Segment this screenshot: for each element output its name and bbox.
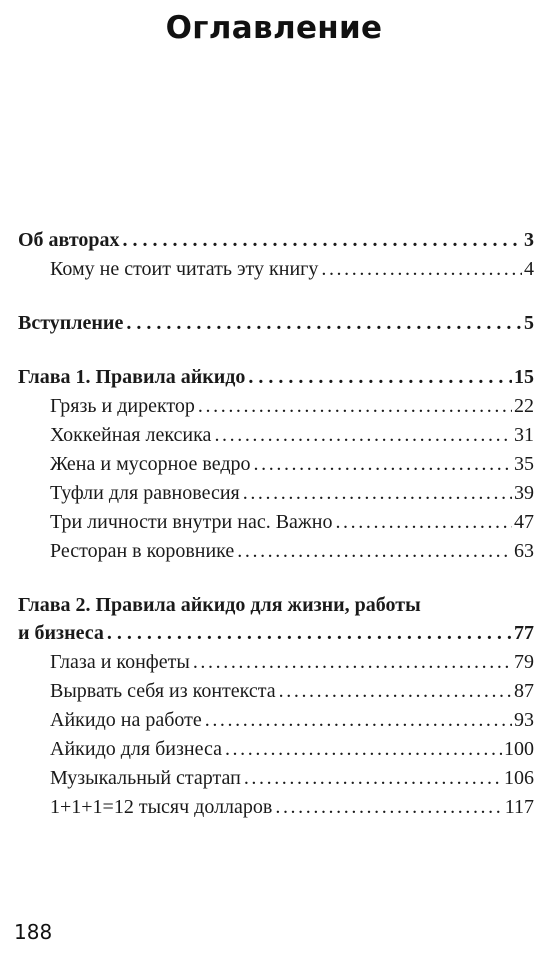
- toc-entry-chapter-2-title-line1: Глава 2. Правила айкидо для жизни, работы: [18, 594, 421, 616]
- leader-dots: [193, 648, 512, 677]
- toc-entry: [18, 450, 534, 479]
- toc-entry-title: Грязь и директор: [50, 395, 195, 417]
- leader-dots: [335, 508, 512, 537]
- toc-entry-page: 79: [514, 651, 534, 673]
- toc-entry-page: 93: [514, 709, 534, 731]
- toc-entry-title: Жена и мусорное ведро: [50, 453, 251, 475]
- toc-entry-page: 117: [504, 796, 534, 818]
- toc-entry-title: Глаза и конфеты: [50, 651, 190, 673]
- leader-dots: [198, 392, 512, 421]
- toc-entry-page: 22: [514, 395, 534, 417]
- leader-dots: [275, 793, 502, 822]
- toc-entry-title: Айкидо на работе: [50, 709, 202, 731]
- toc-entry-who-not: [18, 255, 534, 284]
- toc-entry-page: 3: [524, 229, 534, 251]
- toc-entry: [18, 793, 534, 822]
- leader-dots: [243, 479, 512, 508]
- toc-entry: [18, 677, 534, 706]
- leader-dots: [126, 309, 522, 338]
- toc-entry-page: 106: [504, 767, 534, 789]
- leader-dots: [254, 450, 512, 479]
- toc-entry-title: 1+1+1=12 тысяч долларов: [50, 796, 273, 818]
- toc-entry-intro: [18, 309, 534, 338]
- toc-entry: [18, 764, 534, 793]
- toc-entry-chapter-2: [18, 619, 534, 648]
- toc-entry: [18, 508, 534, 537]
- toc-entry-title: Айкидо для бизнеса: [50, 738, 222, 760]
- toc-entry-chapter-1: [18, 363, 534, 392]
- toc-entry: [18, 706, 534, 735]
- toc-entry-page: 5: [524, 312, 534, 334]
- leader-dots: [279, 677, 512, 706]
- toc-entry-title: Вырвать себя из контекста: [50, 680, 276, 702]
- toc-entry-page: 31: [514, 424, 534, 446]
- toc-entry-page: 100: [504, 738, 534, 760]
- toc-entry-title: Три личности внутри нас. Важно: [50, 511, 333, 533]
- leader-dots: [321, 255, 522, 284]
- leader-dots: [205, 706, 512, 735]
- leader-dots: [248, 363, 512, 392]
- toc-entry: [18, 392, 534, 421]
- toc-entry-title: Туфли для равновесия: [50, 482, 240, 504]
- toc-entry-title: Музыкальный стартап: [50, 767, 241, 789]
- toc-entry-page: 77: [514, 622, 534, 644]
- toc-entry-title: Глава 1. Правила айкидо: [18, 366, 246, 388]
- toc-entry-page: 35: [514, 453, 534, 475]
- toc-entry-title: Об авторах: [18, 229, 120, 251]
- toc-entry-page: 15: [514, 366, 534, 388]
- toc-entry-title: Кому не стоит читать эту книгу: [50, 258, 319, 280]
- toc-entry: [18, 735, 534, 764]
- toc-entry-page: 4: [524, 258, 534, 280]
- toc-entry: [18, 648, 534, 677]
- leader-dots: [123, 226, 522, 255]
- toc-entry: [18, 421, 534, 450]
- toc-entry: [18, 537, 534, 566]
- table-of-contents: [18, 226, 534, 822]
- leader-dots: [214, 421, 512, 450]
- leader-dots: [107, 619, 512, 648]
- toc-entry-title: и бизнеса: [18, 622, 104, 644]
- toc-entry: [18, 479, 534, 508]
- leader-dots: [244, 764, 502, 793]
- page-number: 188: [14, 920, 53, 944]
- leader-dots: [225, 735, 502, 764]
- leader-dots: [237, 537, 512, 566]
- page-title: Оглавление: [165, 10, 383, 46]
- toc-entry-page: 47: [514, 511, 534, 533]
- toc-entry-title: Ресторан в коровнике: [50, 540, 235, 562]
- toc-entry-title: Хоккейная лексика: [50, 424, 212, 446]
- toc-entry-authors: [18, 226, 534, 255]
- toc-entry-title: Вступление: [18, 312, 124, 334]
- toc-entry-page: 87: [514, 680, 534, 702]
- toc-entry-page: 63: [514, 540, 534, 562]
- toc-entry-page: 39: [514, 482, 534, 504]
